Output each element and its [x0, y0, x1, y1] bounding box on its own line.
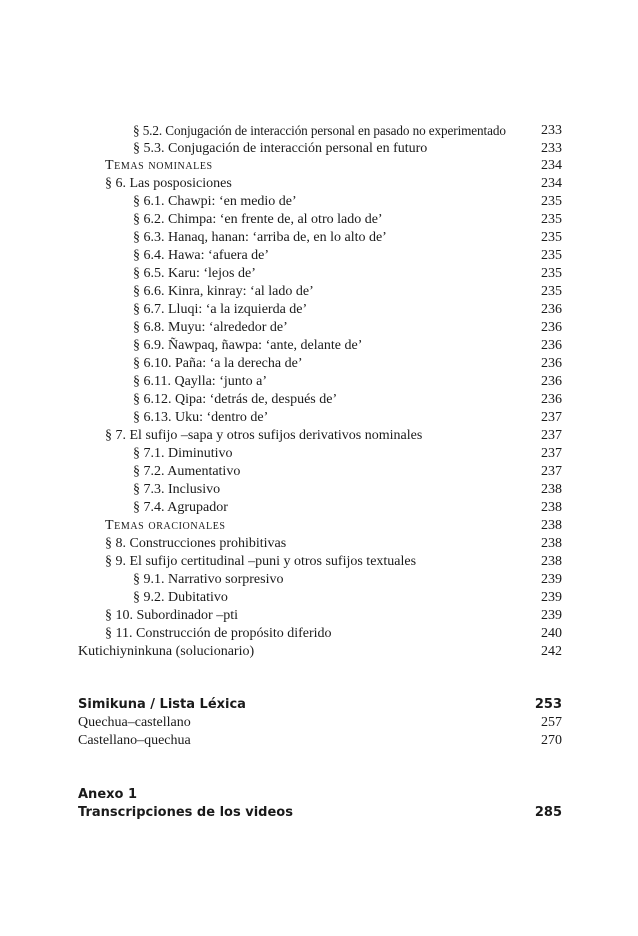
- entry-title: § 5.2. Conjugación de interacción personal en pasado no experimentado: [133, 123, 506, 138]
- toc-entry: [133, 463, 638, 481]
- page-number: 238: [541, 482, 562, 497]
- page-number: 234: [541, 158, 562, 173]
- entry-title: § 6.3. Hanaq, hanan: ‘arriba de, en lo alto de’: [133, 230, 387, 245]
- toc-entry: [133, 409, 638, 427]
- toc-entry: [133, 283, 638, 301]
- toc-entry: [78, 732, 638, 750]
- page-number: 235: [541, 284, 562, 299]
- page-number: 238: [541, 500, 562, 515]
- page-number: 235: [541, 266, 562, 281]
- entry-title: § 6.12. Qipa: ‘detrás de, después de’: [133, 392, 338, 407]
- entry-title: Temas oracionales: [105, 518, 226, 533]
- toc-entry: [133, 265, 638, 283]
- page-number: 234: [541, 176, 562, 191]
- toc-part-heading: [78, 786, 638, 804]
- page-number: 237: [541, 464, 562, 479]
- toc-entry: [133, 589, 638, 607]
- toc-entry: [133, 355, 638, 373]
- entry-title: § 10. Subordinador –pti: [105, 608, 238, 623]
- entry-title: § 6.13. Uku: ‘dentro de’: [133, 410, 269, 425]
- page-number: 239: [541, 608, 562, 623]
- page-number: 239: [541, 572, 562, 587]
- entry-title: Quechua–castellano: [78, 715, 191, 730]
- page-number: 237: [541, 410, 562, 425]
- page-number: 235: [541, 212, 562, 227]
- entry-title: § 7.1. Diminutivo: [133, 446, 233, 461]
- toc-entry: [105, 625, 638, 643]
- toc-entry: [105, 427, 638, 445]
- page-number: 257: [541, 715, 562, 730]
- page-number: 238: [541, 536, 562, 551]
- toc-entry: [78, 643, 638, 661]
- toc-entry: [78, 714, 638, 732]
- page-number: 253: [534, 697, 562, 712]
- entry-title: § 9. El sufijo certitudinal –puni y otros sufijos textuales: [105, 554, 417, 569]
- entry-title: § 7. El sufijo –sapa y otros sufijos derivativos nominales: [105, 428, 423, 443]
- entry-title: § 6.4. Hawa: ‘afuera de’: [133, 248, 270, 263]
- toc-entry: [133, 122, 638, 140]
- entry-title: § 6.7. Lluqi: ‘a la izquierda de’: [133, 302, 308, 317]
- entry-title: § 9.1. Narrativo sorpresivo: [133, 572, 284, 587]
- toc-entry: [105, 553, 638, 571]
- toc-entry: [133, 445, 638, 463]
- page-number: 239: [541, 590, 562, 605]
- page-number: 235: [541, 194, 562, 209]
- entry-title: § 6.1. Chawpi: ‘en medio de’: [133, 194, 297, 209]
- entry-title: § 6.11. Qaylla: ‘junto a’: [133, 374, 268, 389]
- toc-entry: [105, 535, 638, 553]
- entry-title: Transcripciones de los videos: [78, 805, 293, 820]
- toc-entry: [133, 337, 638, 355]
- entry-title: § 7.2. Aumentativo: [133, 464, 241, 479]
- entry-title: § 6.8. Muyu: ‘alrededor de’: [133, 320, 288, 335]
- toc-section-heading: [105, 157, 638, 175]
- page-number: 236: [541, 320, 562, 335]
- entry-title: Simikuna / Lista Léxica: [78, 697, 246, 712]
- entry-title: Kutichiyninkuna (solucionario): [78, 644, 255, 659]
- toc-entry: [133, 319, 638, 337]
- page-number: 233: [541, 141, 562, 156]
- entry-title: § 6.5. Karu: ‘lejos de’: [133, 266, 256, 281]
- toc-entry: [133, 373, 638, 391]
- entry-title: Temas nominales: [105, 158, 213, 173]
- toc-entry: [133, 481, 638, 499]
- page-number: 285: [534, 805, 562, 820]
- page-number: 236: [541, 356, 562, 371]
- toc-entry: [105, 175, 638, 193]
- entry-title: § 9.2. Dubitativo: [133, 590, 228, 605]
- page-number: 236: [541, 374, 562, 389]
- toc-entry: [133, 229, 638, 247]
- toc-entry: [133, 211, 638, 229]
- toc-entry: [105, 607, 638, 625]
- page-number: 235: [541, 230, 562, 245]
- entry-title: § 6.10. Paña: ‘a la derecha de’: [133, 356, 303, 371]
- entry-title: § 6.6. Kinra, kinray: ‘al lado de’: [133, 284, 314, 299]
- entry-title: § 6.2. Chimpa: ‘en frente de, al otro lado de’: [133, 212, 383, 227]
- page-number: 236: [541, 302, 562, 317]
- entry-title: Anexo 1: [78, 787, 138, 802]
- toc-entry: [133, 301, 638, 319]
- page-number: 235: [541, 248, 562, 263]
- toc-part-heading: [78, 804, 638, 822]
- toc-entry: [133, 499, 638, 517]
- toc-part-heading: [78, 696, 638, 714]
- entry-title: § 8. Construcciones prohibitivas: [105, 536, 287, 551]
- toc-entry: [133, 571, 638, 589]
- entry-title: Castellano–quechua: [78, 733, 191, 748]
- toc-section-heading: [105, 517, 638, 535]
- page-number: 236: [541, 338, 562, 353]
- toc-entry: [133, 140, 638, 158]
- page-number: 238: [541, 554, 562, 569]
- toc-entry: [133, 193, 638, 211]
- entry-title: § 11. Construcción de propósito diferido: [105, 626, 332, 641]
- entry-title: § 6.9. Ñawpaq, ñawpa: ‘ante, delante de’: [133, 338, 363, 353]
- page-number: 240: [541, 626, 562, 641]
- entry-title: § 5.3. Conjugación de interacción personal en futuro: [133, 141, 428, 156]
- page-number: 270: [541, 733, 562, 748]
- page-number: 236: [541, 392, 562, 407]
- page-number: 237: [541, 428, 562, 443]
- entry-title: § 7.4. Agrupador: [133, 500, 228, 515]
- toc-entry: [133, 391, 638, 409]
- entry-title: § 6. Las posposiciones: [105, 176, 232, 191]
- toc-entry: [133, 247, 638, 265]
- page-number: 233: [541, 123, 562, 138]
- entry-title: § 7.3. Inclusivo: [133, 482, 221, 497]
- page-number: 242: [541, 644, 562, 659]
- page-number: 237: [541, 446, 562, 461]
- page-number: 238: [541, 518, 562, 533]
